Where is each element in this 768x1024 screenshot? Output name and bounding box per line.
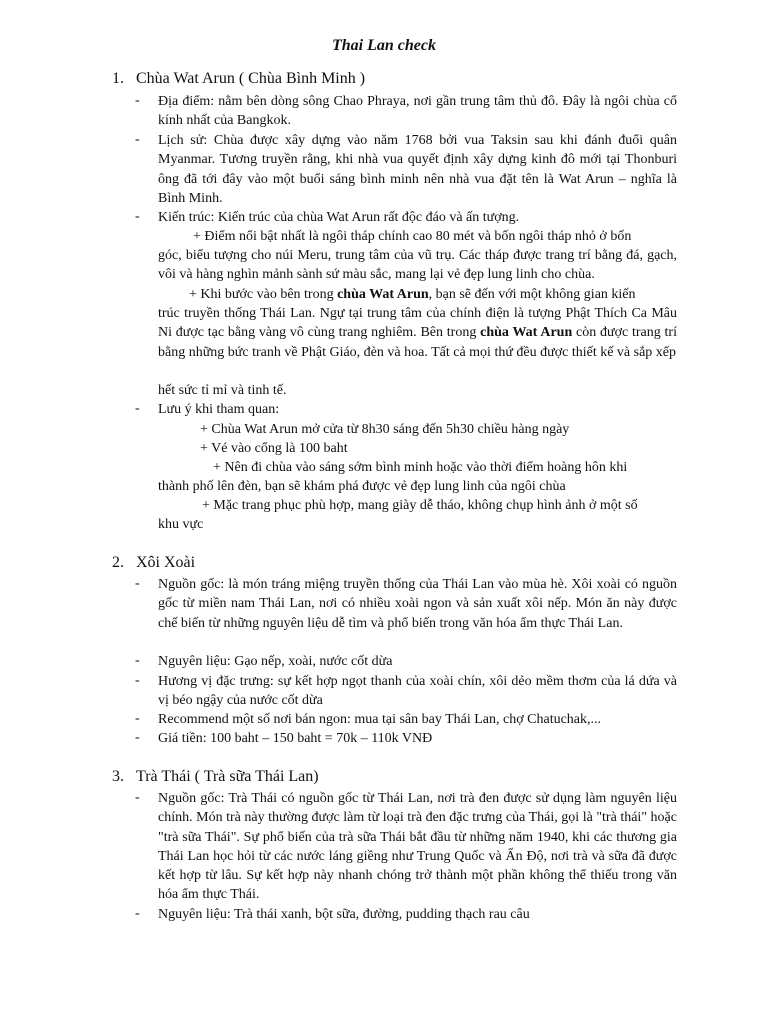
bullet-price: Giá tiền: 100 baht – 150 baht = 70k – 110k VNĐ <box>158 731 433 746</box>
architecture-detail-end: hết sức tỉ mỉ và tinh tế. <box>158 383 287 398</box>
bullet-ingredients: Nguyên liệu: Gạo nếp, xoài, nước cốt dừa <box>158 654 393 669</box>
bullet-dash: - <box>135 730 140 745</box>
bullet-dash: - <box>135 711 140 726</box>
note-best-time-lead: + Nên đi chùa vào sáng sớm bình minh hoặc vào thời điểm hoàng hôn khi <box>213 460 628 475</box>
bullet-ingredients: Nguyên liệu: Trà thái xanh, bột sữa, đường, pudding thạch rau câu <box>158 907 530 922</box>
bullet-dash: - <box>135 132 140 147</box>
architecture-inside-lead: + Khi bước vào bên trong chùa Wat Arun, bạn sẽ đến với một không gian kiến <box>189 287 636 302</box>
section-title: Trà Thái ( Trà sữa Thái Lan) <box>136 768 319 785</box>
architecture-highlight-text: góc, biểu tượng cho núi Meru, trung tâm của vũ trụ. Các tháp được trang trí bằng đá, gạch, vôi và hàng nghìn mảnh sành sứ màu sắc, mang lại vẻ đẹp lung linh cho chùa. <box>158 248 677 283</box>
bullet-dash: - <box>135 209 140 224</box>
section-number: 1. <box>112 70 124 87</box>
section-title: Chùa Wat Arun ( Chùa Bình Minh ) <box>136 70 366 87</box>
architecture-highlight-lead: + Điểm nổi bật nhất là ngôi tháp chính cao 80 mét và bốn ngôi tháp nhỏ ở bốn <box>193 229 632 244</box>
bullet-location: Địa điểm: nằm bên dòng sông Chao Phraya, nơi gần trung tâm thủ đô. Đây là ngôi chùa cổ kính nhất của Bangkok. <box>158 94 677 129</box>
note-dress-code-lead: + Mặc trang phục phù hợp, mang giày dễ tháo, không chụp hình ảnh ở một số <box>202 498 638 513</box>
bullet-dash: - <box>135 576 140 591</box>
bullet-flavor: Hương vị đặc trưng: sự kết hợp ngọt thanh của xoài chín, xôi dẻo mềm thơm của lá dứa và vị béo ngậy của nước cốt dừa <box>158 674 677 709</box>
section-heading <box>112 768 319 786</box>
bullet-dash: - <box>135 653 140 668</box>
bullet-dash: - <box>135 906 140 921</box>
bullet-dash: - <box>135 401 140 416</box>
bullet-visit-notes: Lưu ý khi tham quan: <box>158 402 280 417</box>
bullet-history: Lịch sử: Chùa được xây dựng vào năm 1768 bởi vua Taksin sau khi đánh đuổi quân Myanmar. Tương truyền rằng, khi nhà vua quyết định xây dựng kinh đô mới tại Thonburi ông đã tới đây vào một buổi sáng bình minh nên nhà vua đặt tên là Wat Arun – nghĩa là Bình Minh. <box>158 133 677 206</box>
note-opening-hours: + Chùa Wat Arun mở cửa từ 8h30 sáng đến 5h30 chiều hàng ngày <box>200 422 570 437</box>
bullet-dash: - <box>135 93 140 108</box>
section-heading <box>112 554 195 572</box>
note-best-time-rest: thành phố lên đèn, bạn sẽ khám phá được vẻ đẹp lung linh của ngôi chùa <box>158 479 566 494</box>
bullet-dash: - <box>135 790 140 805</box>
bullet-origin: Nguồn gốc: là món tráng miệng truyền thống của Thái Lan vào mùa hè. Xôi xoài có nguồn gốc từ miền nam Thái Lan, nơi có nhiều xoài ngon và sản xuất xôi nếp. Món ăn này được chế biến từ những nguyên liệu dễ tìm và phổ biến trong văn hóa ẩm thực Thái Lan. <box>158 577 677 631</box>
architecture-inside-text: trúc truyền thống Thái Lan. Ngự tại trung tâm của chính điện là tượng Phật Thích Ca Mâu Ni được tạc bằng vàng vô cùng trang nghiêm. Bên trong chùa Wat Arun còn được trang trí bằng những bức tranh về Phật Giáo, đèn và hoa. Tất cả mọi thứ đều được thiết kế và sắp xếp <box>158 306 677 360</box>
section-heading <box>112 70 365 88</box>
section-number: 2. <box>112 554 124 571</box>
section-number: 3. <box>112 768 124 785</box>
bullet-architecture: Kiến trúc: Kiến trúc của chùa Wat Arun rất độc đáo và ấn tượng. <box>158 210 520 225</box>
section-title: Xôi Xoài <box>136 554 196 571</box>
note-ticket-price: + Vé vào cổng là 100 baht <box>200 441 348 456</box>
document-title: Thai Lan check <box>332 37 436 54</box>
bullet-recommend: Recommend một số nơi bán ngon: mua tại sân bay Thái Lan, chợ Chatuchak,... <box>158 712 602 727</box>
bullet-dash: - <box>135 673 140 688</box>
note-dress-code-rest: khu vực <box>158 517 204 532</box>
bullet-origin: Nguồn gốc: Trà Thái có nguồn gốc từ Thái Lan, nơi trà đen được sử dụng làm nguyên liệu chính. Món trà này thường được làm từ loại trà đen đặc trưng của Thái, gọi là "trà thái" hoặc "trà sữa Thái". Sự phổ biến của trà sữa Thái bắt đầu từ những năm 1940, khi các thương gia Thái Lan học hỏi từ các nước láng giềng như Trung Quốc và Ấn Độ, nơi trà và sữa đã được kết hợp từ lâu. Sự kết hợp này nhanh chóng trở thành một phần không thể thiếu trong văn hóa ẩm thực Thái. <box>158 791 677 903</box>
